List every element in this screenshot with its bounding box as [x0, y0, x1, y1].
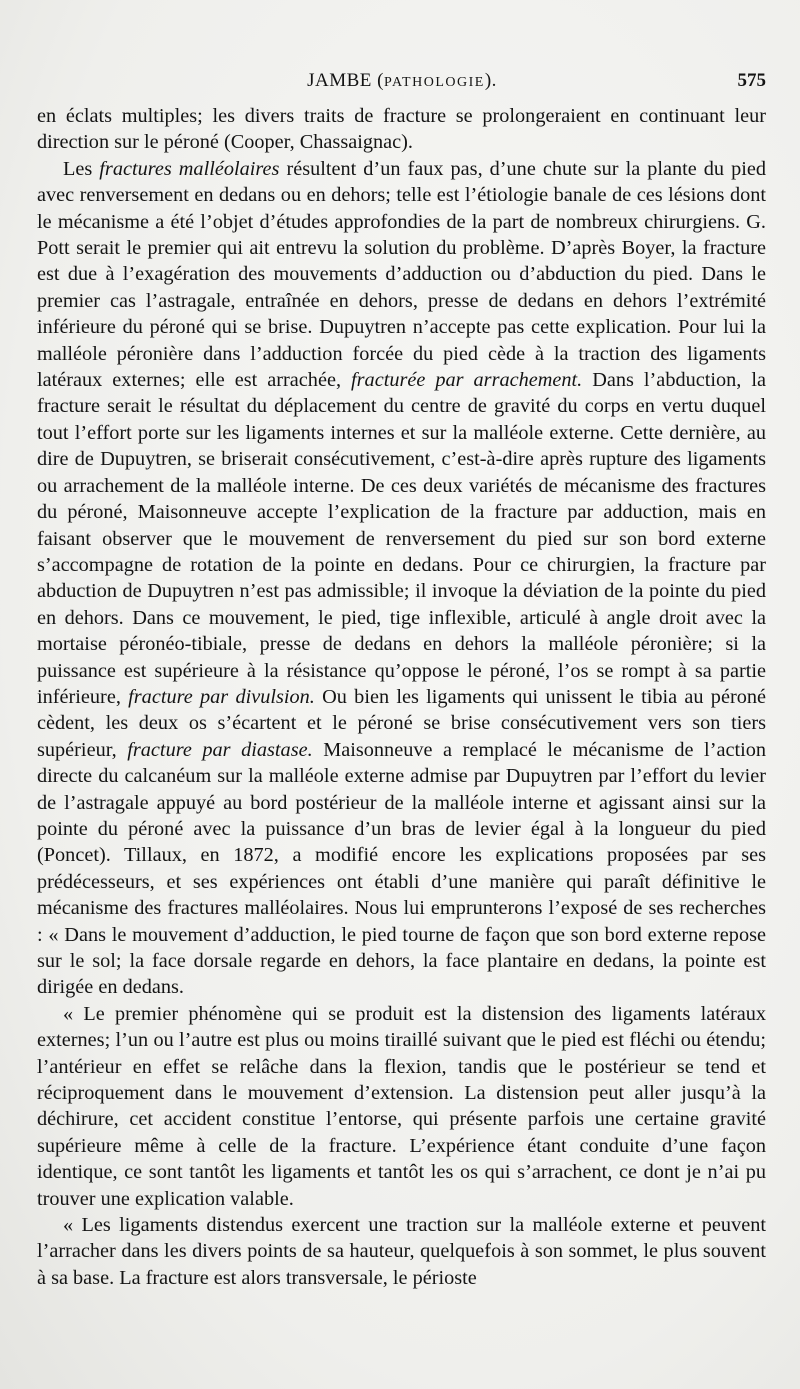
paragraph [37, 156, 766, 1001]
text-run: Ou bien les ligaments qui unissent le tibia au péroné cèdent, les deux os s’écartent et le péroné se brise consécutivement vers son tiers supérieur, [37, 685, 766, 761]
text-run: résultent d’un faux pas, d’une chute sur la plante du pied avec renversement en dedans ou en dehors; telle est l’étiologie banale de ces lésions dont le mécanisme a été l’objet d’études approfondies de la part de nombreux chirurgiens. G. Pott serait le premier qui ait entrevu la solution du problème. D’après Boyer, la fracture est due à l’exagération des mouvements d’adduction ou d’abduction du pied. Dans le premier cas l’astragale, entraînée en dehors, presse de dedans en dehors l’extrémité inférieure du péroné qui se brise. Dupuytren n’accepte pas cette explication. Pour lui la malléole péronière dans l’adduction forcée du pied cède à la traction des ligaments latéraux externes; elle est arrachée, [37, 157, 766, 392]
text-run: Maisonneuve a remplacé le mécanisme de l’action directe du calcanéum sur la malléole externe admise par Dupuytren par l’effort du levier de l’astragale appuyé au bord postérieur de la malléole interne et agissant ainsi sur la pointe du péroné avec la puissance d’un bras de levier égal à la longueur du pied (Poncet). Tillaux, en 1872, a modifié encore les explications proposées par ses prédécesseurs, et ses expériences ont établi d’une manière qui paraît définitive le mécanisme des fractures malléolaires. Nous lui emprunterons l’exposé de ses recherches : « Dans le mouvement d’adduction, le pied tourne de façon que son bord externe repose sur le sol; la face dorsale regarde en dehors, la face plantaire en dedans, la pointe est dirigée en dedans. [37, 738, 766, 999]
italic-term: fractures malléolaires [99, 157, 280, 180]
paragraph [37, 1001, 766, 1212]
italic-term: fracturée par arrachement. [351, 369, 583, 392]
text-run: « Le premier phénomène qui se produit est la distension des ligaments latéraux externes; l’un ou l’autre est plus ou moins tiraillé suivant que le pied est fléchi ou étendu; l’antérieur en effet se relâche dans la flexion, tandis que le postérieur se tend et réciproquement dans le mouvement d’extension. La distension peut aller jusqu’à la déchirure, cet accident constitue l’entorse, qui présente parfois une certaine gravité supérieure même à celle de la fracture. L’expérience étant conduite d’une façon identique, ce sont tantôt les ligaments et tantôt les os qui s’arrachent, ce dont je n’ai pu trouver une explication valable. [37, 1002, 766, 1210]
paragraph [37, 103, 766, 156]
running-header [38, 70, 766, 100]
body-text [37, 103, 766, 1291]
italic-term: fracture par divulsion. [128, 685, 315, 708]
running-title [38, 70, 766, 92]
text-run: « Les ligaments distendus exercent une traction sur la malléole externe et peuvent l’arracher dans les divers points de sa hauteur, quelquefois à son sommet, le plus souvent à sa base. La fracture est alors transversale, le périoste [37, 1214, 766, 1289]
page-number: 575 [737, 70, 766, 91]
running-title-main: JAMBE ( [307, 70, 384, 91]
running-title-smallcaps: PATHOLOGIE [383, 75, 485, 90]
paragraph [37, 1212, 766, 1291]
running-title-end: ). [484, 70, 497, 91]
text-run: en éclats multiples; les divers traits de fracture se prolongeraient en continuant leur direction sur le péroné (Cooper, Chassaignac). [37, 105, 766, 154]
text-run: Les [63, 157, 100, 180]
italic-term: fracture par diastase. [127, 738, 313, 761]
text-run: Dans l’abduction, la fracture serait le résultat du déplacement du centre de gravité du corps en vertu duquel tout l’effort porte sur les ligaments internes et sur la malléole externe. Cette dernière, au dire de Dupuytren, se briserait consécutivement, c’est-à-dire après rupture des ligaments ou arrachement de la malléole interne. De ces deux variétés de mécanisme des fractures du péroné, Maisonneuve accepte l’explication de la fracture par adduction, mais en faisant observer que le mouvement de renversement du pied sur son bord externe s’accompagne de rotation de la pointe en dedans. Pour ce chirurgien, la fracture par abduction de Dupuytren n’est pas admissible; il invoque la déviation de la pointe du pied en dehors. Dans ce mouvement, le pied, tige inflexible, articulé à angle droit avec la mortaise péronéo-tibiale, presse de dedans en dehors la malléole péronière; si la puissance est supérieure à la résistance qu’oppose le péroné, l’os se rompt à sa partie inférieure, [37, 369, 766, 708]
